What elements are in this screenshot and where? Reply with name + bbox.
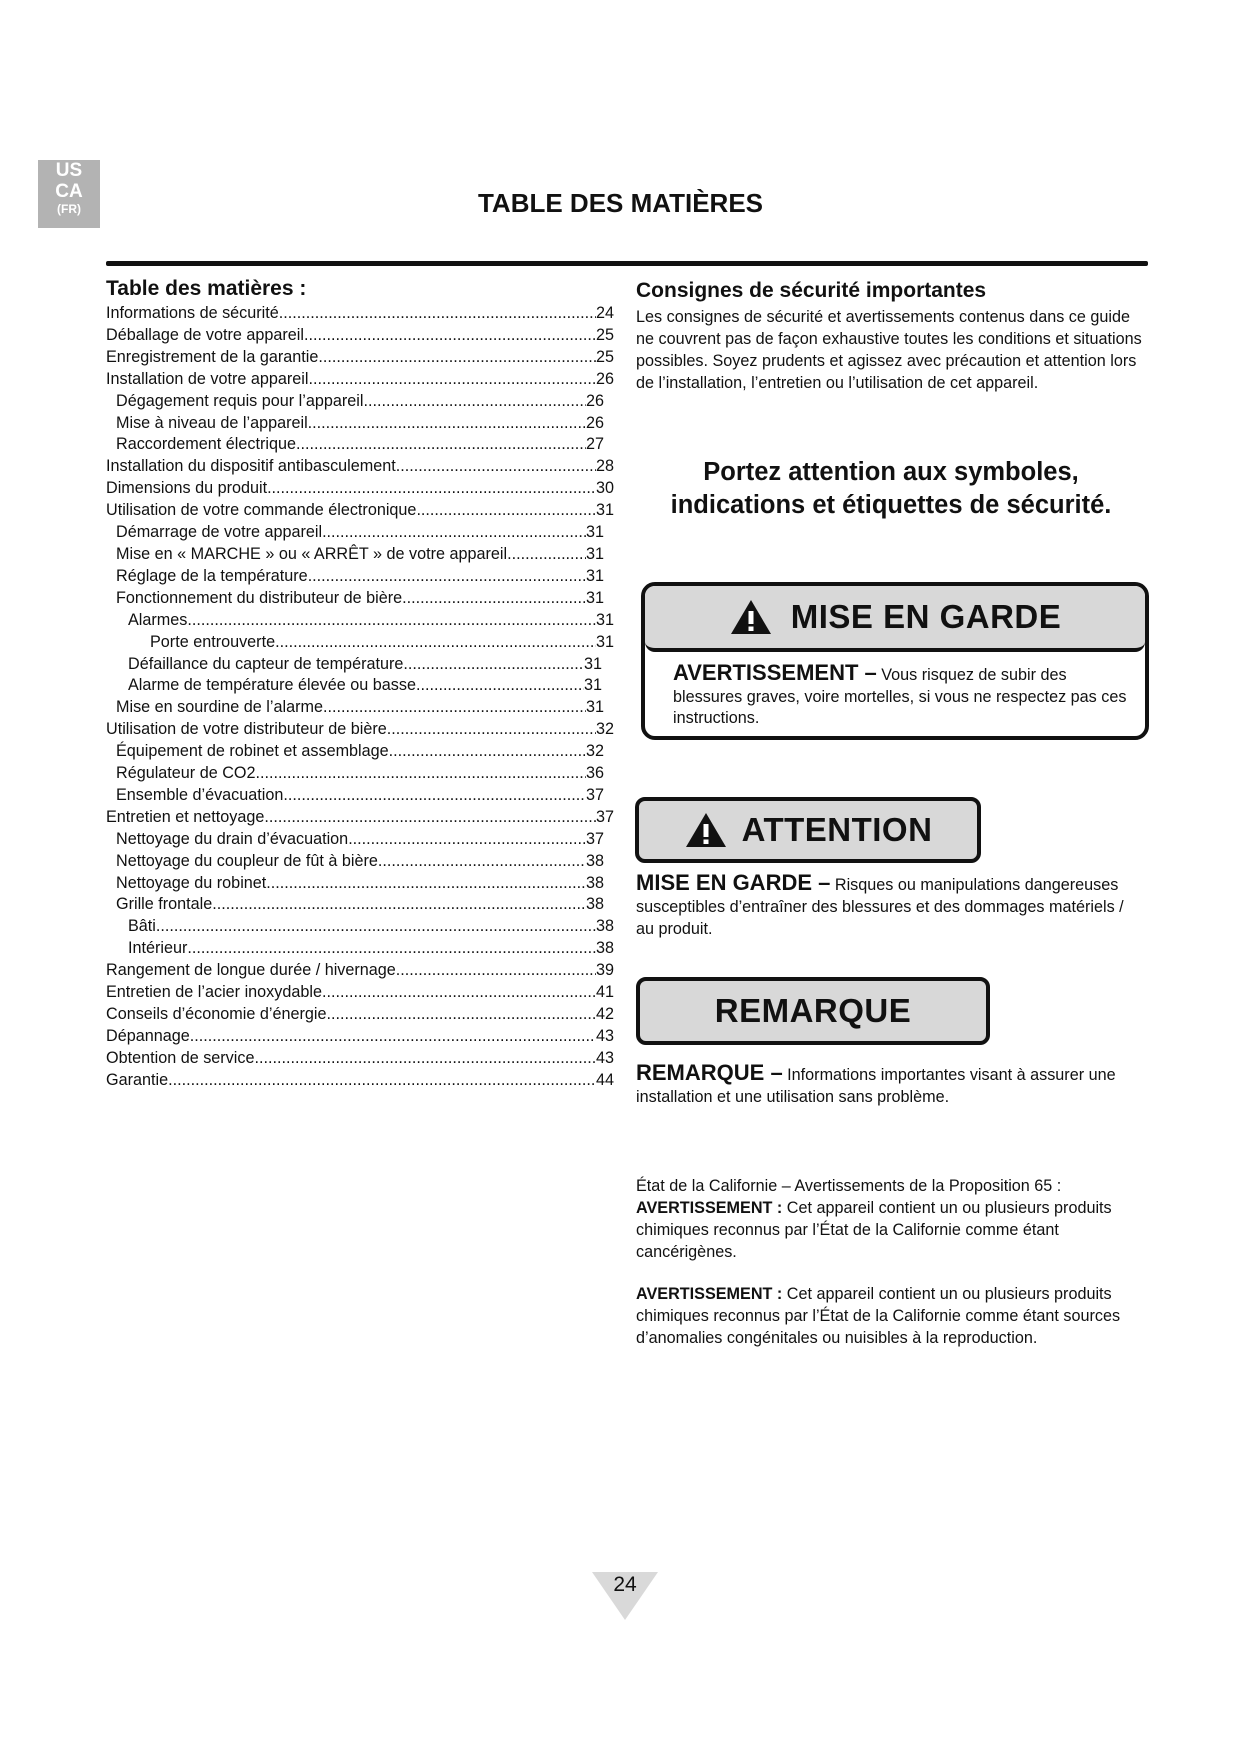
note-description xyxy=(636,1062,1146,1108)
toc-entry[interactable]: Nettoyage du drain d’évacuation ..... 37 xyxy=(106,829,604,851)
toc-entry[interactable]: Porte entrouverte ..... 31 xyxy=(106,632,614,654)
toc-entry[interactable]: Conseils d’économie d’énergie ..... 42 xyxy=(106,1004,614,1026)
toc-entry[interactable]: Dépannage ..... 43 xyxy=(106,1026,614,1048)
toc-entry[interactable]: Alarme de température élevée ou basse ..... 31 xyxy=(106,675,602,697)
toc-entry[interactable]: Raccordement électrique ..... 27 xyxy=(106,434,604,456)
toc-entry[interactable]: Mise en sourdine de l’alarme ..... 31 xyxy=(106,697,604,719)
caution-keyword: MISE EN GARDE – xyxy=(636,870,831,895)
toc-entry[interactable]: Ensemble d’évacuation ..... 37 xyxy=(106,785,604,807)
toc-entry[interactable]: Rangement de longue durée / hivernage ..... 39 xyxy=(106,960,614,982)
toc-entry[interactable]: Déballage de votre appareil ..... 25 xyxy=(106,325,614,347)
lang-fr: (FR) xyxy=(57,202,81,216)
page-number xyxy=(592,1572,658,1620)
toc-entry[interactable]: Garantie ..... 44 xyxy=(106,1070,614,1092)
page-title: TABLE DES MATIÈRES xyxy=(477,188,764,218)
caution-banner-label: ATTENTION xyxy=(741,811,933,848)
lang-us: US xyxy=(55,160,83,181)
prop65-warning-1 xyxy=(636,1197,1146,1263)
toc-entry[interactable]: Démarrage de votre appareil ..... 31 xyxy=(106,522,604,544)
toc-entry[interactable]: Obtention de service ..... 43 xyxy=(106,1048,614,1070)
toc-entry[interactable]: Grille frontale ..... 38 xyxy=(106,894,604,916)
prop65-warning-2-label: AVERTISSEMENT : xyxy=(636,1285,783,1303)
warning-body xyxy=(673,662,1129,730)
toc-entry[interactable]: Dégagement requis pour l’appareil ..... 26 xyxy=(106,391,604,413)
toc-entry[interactable]: Alarmes ..... 31 xyxy=(106,610,614,632)
header-divider xyxy=(106,261,1148,266)
warning-box xyxy=(641,582,1149,740)
toc-heading: Table des matières : xyxy=(106,277,307,300)
toc-entry[interactable]: Nettoyage du coupleur de fût à bière ..... 38 xyxy=(106,851,604,873)
lang-ca: CA xyxy=(55,181,83,202)
caution-box xyxy=(635,797,981,863)
warning-banner xyxy=(645,586,1145,652)
warning-text: Vous risquez de subir des blessures graves, voire mortelles, si vous ne respectez pas ces instructions. xyxy=(673,666,1127,727)
toc-entry[interactable]: Régulateur de CO2 ..... 36 xyxy=(106,763,604,785)
symbols-title-line-1: Portez attention aux symboles, xyxy=(703,458,1079,486)
toc-entry[interactable]: Intérieur ..... 38 xyxy=(106,938,614,960)
symbols-title-line-2: indications et étiquettes de sécurité. xyxy=(670,491,1112,519)
toc-entry[interactable]: Dimensions du produit ..... 30 xyxy=(106,478,614,500)
note-keyword: REMARQUE – xyxy=(636,1060,783,1085)
safety-intro: Les consignes de sécurité et avertissements contenus dans ce guide ne couvrent pas de façon exhaustive toutes les conditions et situations possibles. Soyez prudents et agissez avec précaution et attention lors de l’installation, l’entretien ou l’utilisation de cet appareil. xyxy=(636,308,1142,392)
toc-entry[interactable]: Fonctionnement du distributeur de bière ..... 31 xyxy=(106,588,604,610)
toc-entry[interactable]: Défaillance du capteur de température ..... 31 xyxy=(106,654,602,676)
toc-entry[interactable]: Installation du dispositif antibasculement ..... 28 xyxy=(106,456,614,478)
safety-heading: Consignes de sécurité importantes xyxy=(636,279,987,302)
prop65-warning-1-label: AVERTISSEMENT : xyxy=(636,1199,783,1217)
page-number-label: 24 xyxy=(613,1573,637,1596)
prop65-intro: État de la Californie – Avertissements de la Proposition 65 : xyxy=(636,1177,1062,1195)
prop65-warning-2 xyxy=(636,1283,1146,1349)
note-text: Informations importantes visant à assurer une installation et une utilisation sans problème. xyxy=(636,1066,1116,1106)
toc-entry[interactable]: Équipement de robinet et assemblage ..... 32 xyxy=(106,741,604,763)
prop65-warning-1-text: Cet appareil contient un ou plusieurs produits chimiques reconnus par l’État de la Californie comme étant cancérigènes. xyxy=(636,1199,1112,1261)
toc-entry[interactable]: Enregistrement de la garantie ..... 25 xyxy=(106,347,614,369)
toc-entry[interactable]: Bâti ..... 38 xyxy=(106,916,614,938)
toc-entry[interactable]: Entretien et nettoyage ..... 37 xyxy=(106,807,614,829)
toc-entry[interactable]: Utilisation de votre distributeur de bière ..... 32 xyxy=(106,719,614,741)
toc-entry[interactable]: Mise en « MARCHE » ou « ARRÊT » de votre appareil ..... 31 xyxy=(106,544,604,566)
toc-entry[interactable]: Installation de votre appareil ..... 26 xyxy=(106,369,614,391)
toc-entry[interactable]: Entretien de l’acier inoxydable ..... 41 xyxy=(106,982,614,1004)
warning-triangle-icon xyxy=(729,598,773,636)
caution-text: Risques ou manipulations dangereuses susceptibles d’entraîner des blessures et des dommages matériels / au produit. xyxy=(636,876,1124,938)
toc-entry[interactable]: Utilisation de votre commande électronique ..... 31 xyxy=(106,500,614,522)
toc-entry[interactable]: Mise à niveau de l’appareil ..... 26 xyxy=(106,413,604,435)
toc-entry[interactable]: Nettoyage du robinet ..... 38 xyxy=(106,873,604,895)
warning-keyword: AVERTISSEMENT – xyxy=(673,660,877,685)
toc-entry[interactable]: Informations de sécurité ..... 24 xyxy=(106,303,614,325)
toc-entry[interactable]: Réglage de la température ..... 31 xyxy=(106,566,604,588)
note-banner-label: REMARQUE xyxy=(714,992,912,1029)
table-of-contents xyxy=(106,276,614,1092)
prop65-section xyxy=(636,1175,1146,1369)
caution-description xyxy=(636,872,1146,940)
warning-banner-label: MISE EN GARDE xyxy=(790,598,1062,635)
note-box xyxy=(636,977,990,1045)
warning-triangle-icon xyxy=(684,811,728,849)
prop65-warning-2-text: Cet appareil contient un ou plusieurs produits chimiques reconnus par l’État de la Californie comme étant sources d’anomalies congénitales ou nuisibles à la reproduction. xyxy=(636,1285,1121,1347)
symbols-title xyxy=(636,456,1146,522)
